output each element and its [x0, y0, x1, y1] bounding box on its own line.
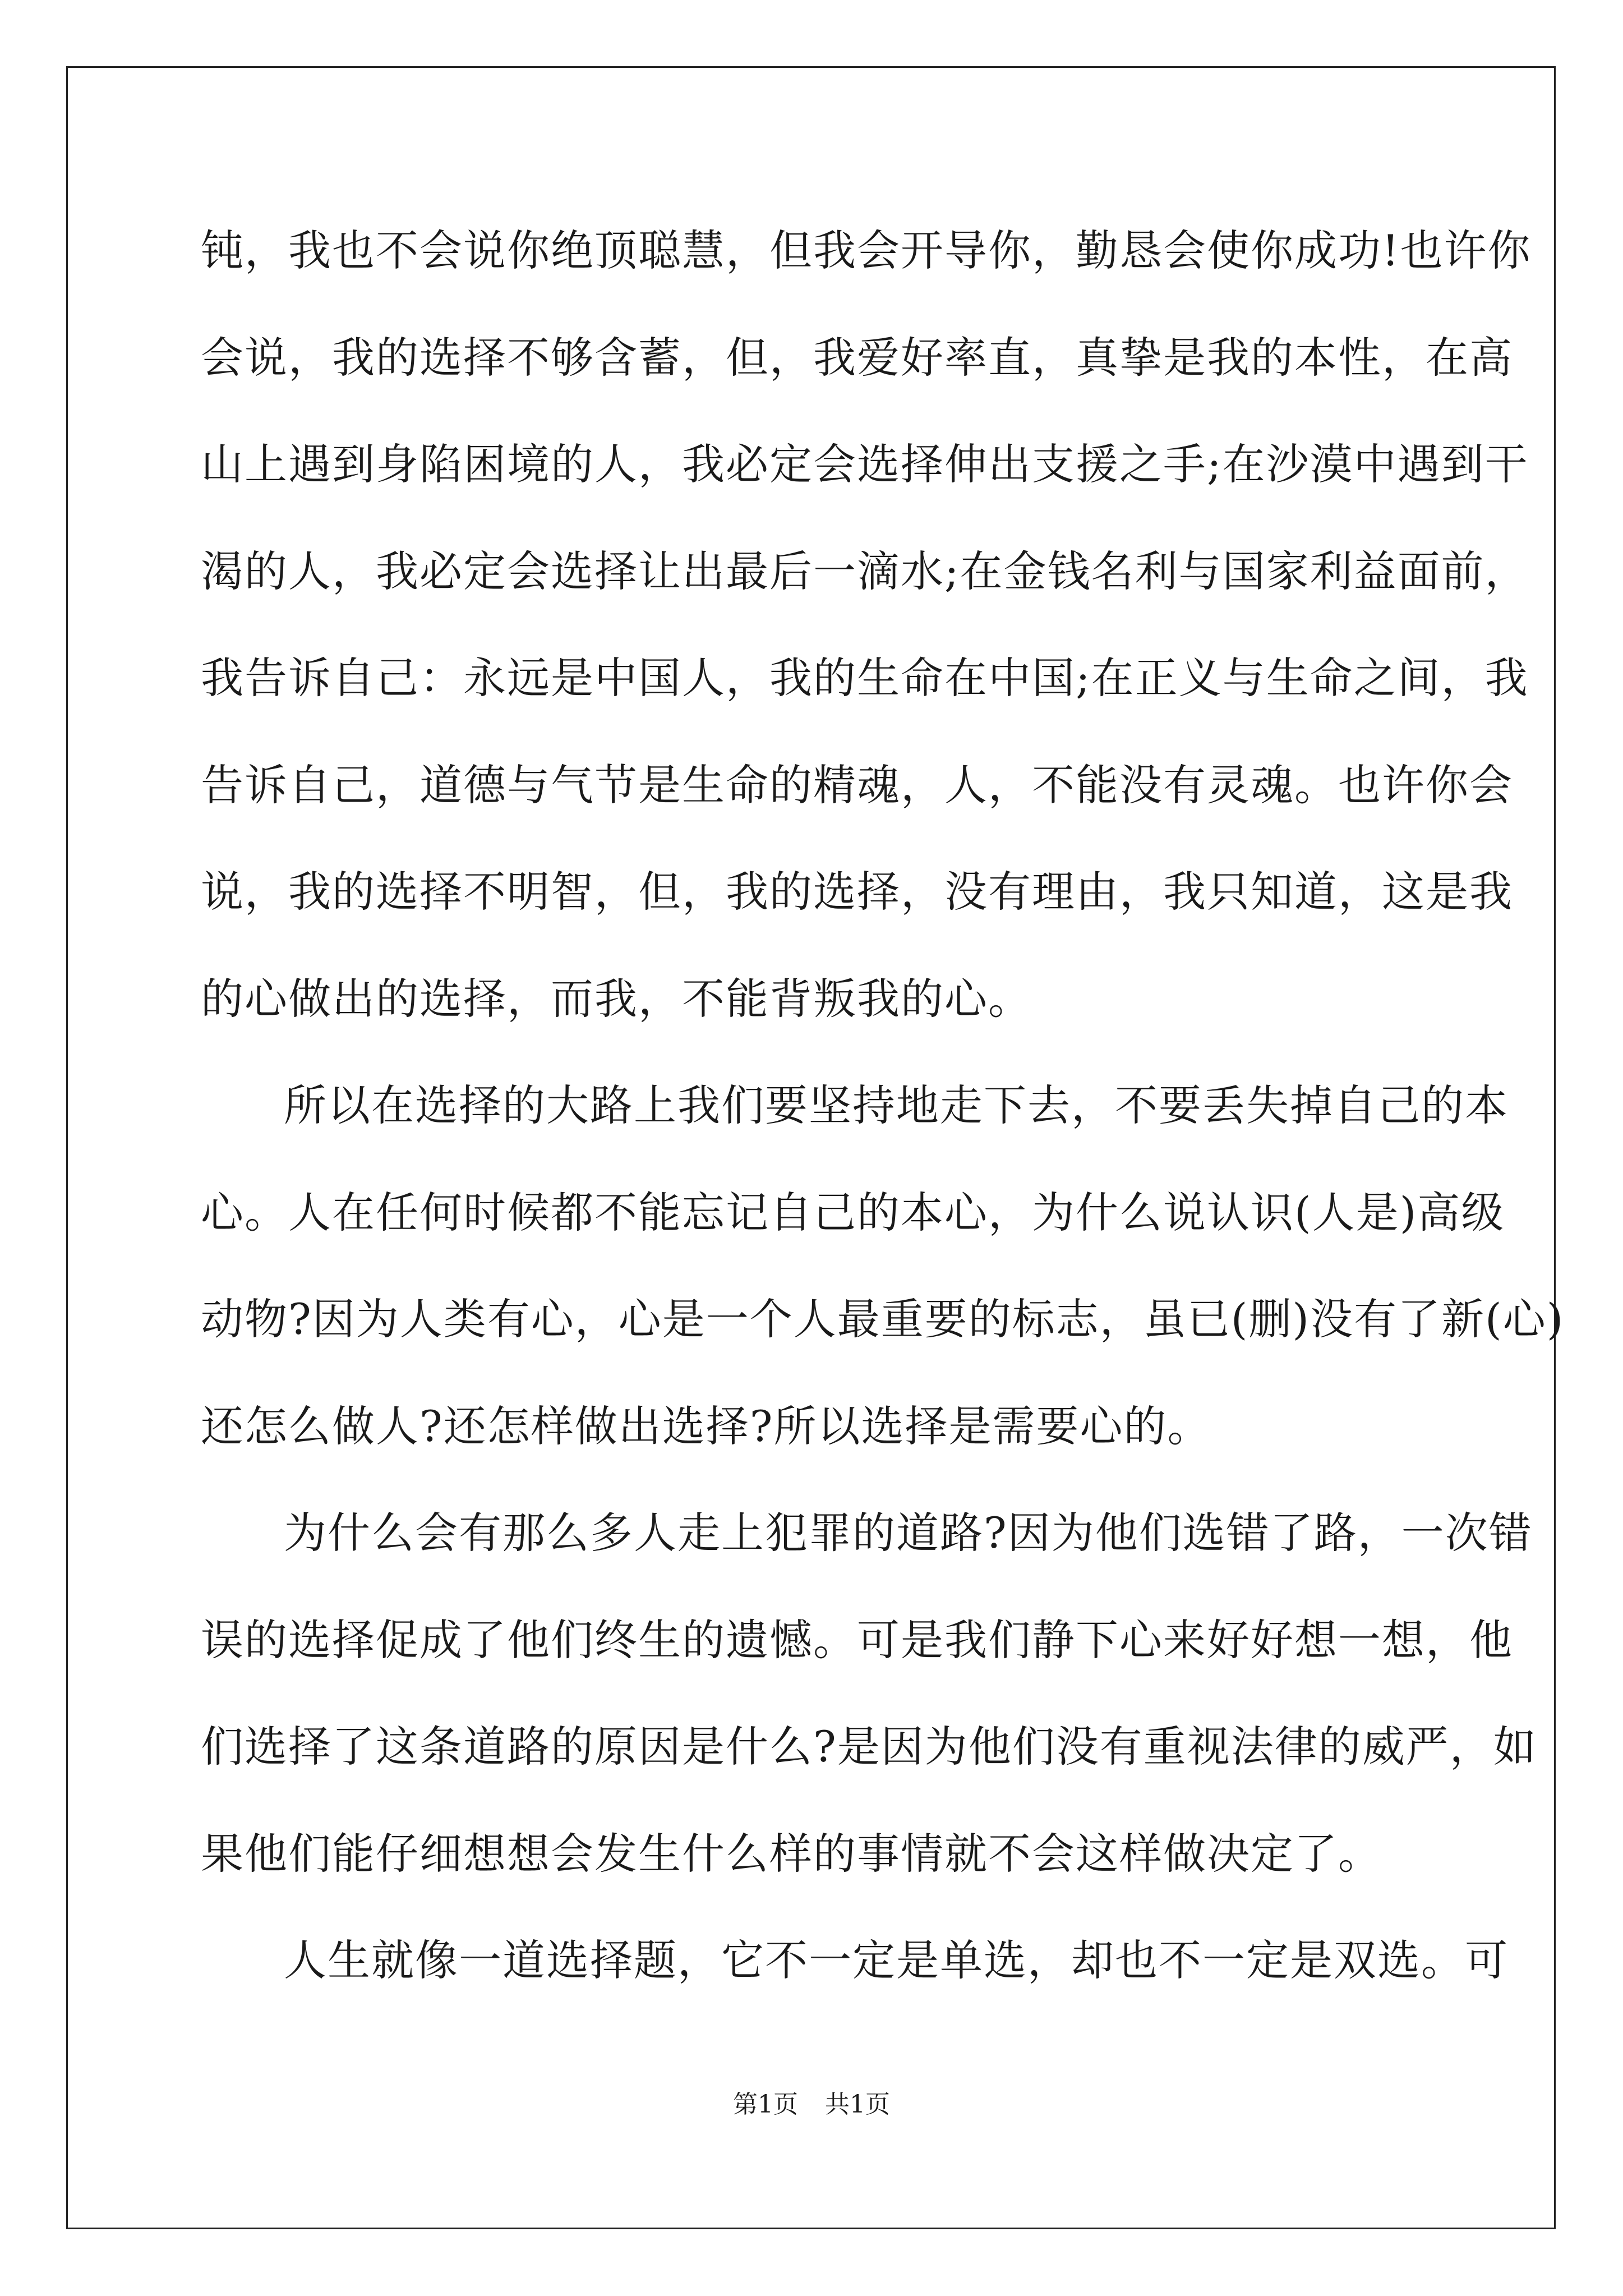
text-line: 心。人在任何时候都不能忘记自己的本心，为什么说认识(人是)高级 [201, 1187, 1505, 1237]
text-line: 说，我的选择不明智，但，我的选择，没有理由，我只知道，这是我 [201, 867, 1513, 917]
text-line: 们选择了这条道路的原因是什么?是因为他们没有重视法律的威严，如 [201, 1722, 1537, 1772]
paragraph-first-line: 为什么会有那么多人走上犯罪的道路?因为他们选错了路，一次错 [284, 1508, 1533, 1558]
text-line: 渴的人，我必定会选择让出最后一滴水;在金钱名利与国家利益面前， [201, 546, 1529, 596]
text-line: 误的选择促成了他们终生的遗憾。可是我们静下心来好好想一想，他 [201, 1614, 1513, 1665]
text-line: 会说，我的选择不够含蓄，但，我爱好率直，真挚是我的本性，在高 [201, 332, 1513, 383]
text-line: 山上遇到身陷困境的人，我必定会选择伸出支援之手;在沙漠中遇到干 [201, 439, 1529, 489]
paragraph-first-line: 所以在选择的大路上我们要坚持地走下去，不要丢失掉自己的本 [284, 1080, 1509, 1130]
text-line: 果他们能仔细想想会发生什么样的事情就不会这样做决定了。 [201, 1828, 1382, 1879]
page-footer [0, 2088, 1623, 2122]
text-line: 还怎么做人?还怎样做出选择?所以选择是需要心的。 [201, 1401, 1211, 1451]
text-line: 告诉自己，道德与气节是生命的精魂，人，不能没有灵魂。也许你会 [201, 760, 1513, 810]
text-line: 我告诉自己：永远是中国人，我的生命在中国;在正义与生命之间，我 [201, 653, 1529, 703]
text-line: 钝，我也不会说你绝顶聪慧，但我会开导你，勤恳会使你成功!也许你 [201, 226, 1532, 275]
text-line: 动物?因为人类有心，心是一个人最重要的标志，虽已(删)没有了新(心) [201, 1294, 1565, 1344]
paragraph-first-line: 人生就像一道选择题，它不一定是单选，却也不一定是双选。可 [284, 1935, 1509, 1985]
text-line: 的心做出的选择，而我，不能背叛我的心。 [201, 973, 1032, 1024]
document-body [201, 197, 1565, 2014]
page-total: 共1页 [825, 2090, 890, 2119]
page-number: 第1页 [733, 2090, 798, 2119]
